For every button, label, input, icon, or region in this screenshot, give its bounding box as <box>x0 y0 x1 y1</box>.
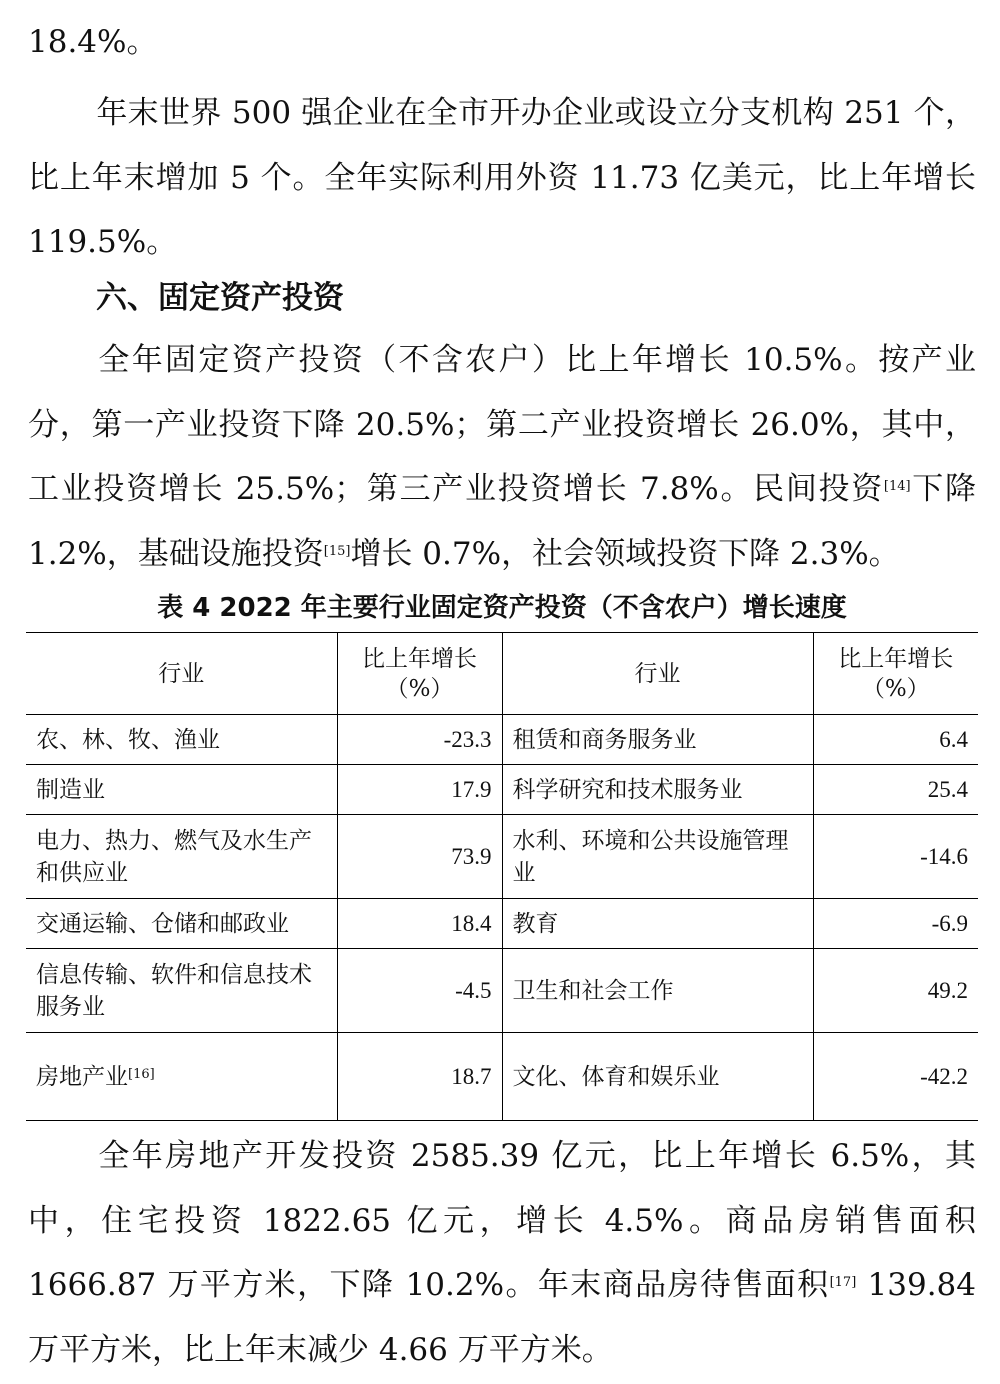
growth-cell: -42.2 <box>813 1033 978 1121</box>
growth-cell: 73.9 <box>337 815 502 899</box>
industry-cell: 制造业 <box>36 776 105 803</box>
growth-cell: 49.2 <box>813 949 978 1033</box>
table-row <box>26 715 978 765</box>
footnote-ref[interactable]: [16] <box>128 1066 155 1082</box>
industry-cell: 交通运输、仓储和邮政业 <box>36 910 289 937</box>
growth-cell: -14.6 <box>813 815 978 899</box>
footnote-ref[interactable]: [14] <box>883 479 911 494</box>
paragraph-text: 139.84 万平方米，比上年末减少 4.66 万平方米。 <box>28 1267 976 1368</box>
column-header-industry: 行业 <box>26 633 337 715</box>
growth-cell: 6.4 <box>813 715 978 765</box>
industry-cell: 卫生和社会工作 <box>502 949 813 1033</box>
paragraph-text: 下降 1.2%，基础设施投资 <box>28 471 976 572</box>
column-header-industry: 行业 <box>502 633 813 715</box>
column-header-growth <box>813 633 978 715</box>
section-heading: 六、固定资产投资 <box>96 280 344 316</box>
paragraph-text: 全年固定资产投资（不含农户）比上年增长 10.5%。按产业分，第一产业投资下降 20.5%；第二产业投资增长 26.0%，其中，工业投资增长 25.5%；第三产业投资增长 7.8%。民间投资 <box>28 342 976 507</box>
growth-cell: 25.4 <box>813 765 978 815</box>
industry-cell: 信息传输、软件和信息技术服务业 <box>36 961 312 1020</box>
industry-cell: 教育 <box>502 899 813 949</box>
growth-cell: -23.3 <box>337 715 502 765</box>
table-row <box>26 765 978 815</box>
industry-cell: 科学研究和技术服务业 <box>502 765 813 815</box>
industry-cell: 电力、热力、燃气及水生产和供应业 <box>36 827 312 886</box>
paragraph-foreign-investment <box>28 81 976 275</box>
industry-cell: 水利、环境和公共设施管理业 <box>502 815 813 899</box>
paragraph-text: 年末世界 500 强企业在全市开办企业或设立分支机构 251 个，比上年末增加 5 个。全年实际利用外资 11.73 亿美元，比上年增长 119.5%。 <box>28 95 976 260</box>
growth-cell: 18.7 <box>337 1033 502 1121</box>
footnote-ref[interactable]: [15] <box>323 543 351 559</box>
industry-cell: 租赁和商务服务业 <box>502 715 813 765</box>
table-row <box>26 899 978 949</box>
industry-cell: 文化、体育和娱乐业 <box>502 1033 813 1121</box>
paragraph-continuation: 18.4%。 <box>28 24 158 60</box>
table-title: 表 4 2022 年主要行业固定资产投资（不含农户）增长速度 <box>157 593 847 623</box>
investment-growth-table <box>26 632 978 1121</box>
paragraph-text: 全年房地产开发投资 2585.39 亿元，比上年增长 6.5%，其中，住宅投资 1822.65 亿元，增长 4.5%。商品房销售面积 1666.87 万平方米，下降 10.2%。年末商品房待售面积 <box>28 1138 976 1303</box>
column-header-growth <box>337 633 502 715</box>
paragraph-text: 增长 0.7%，社会领域投资下降 2.3%。 <box>350 535 900 572</box>
table-row <box>26 1033 978 1121</box>
header-unit: （%） <box>385 675 454 702</box>
header-unit: （%） <box>861 675 930 702</box>
table-row <box>26 949 978 1033</box>
footnote-ref[interactable]: [17] <box>829 1275 857 1290</box>
header-text: 比上年增长 <box>362 645 477 672</box>
table-header-row <box>26 633 978 715</box>
industry-cell: 农、林、牧、渔业 <box>36 726 220 753</box>
paragraph-real-estate <box>28 1124 976 1382</box>
growth-cell: 18.4 <box>337 899 502 949</box>
growth-cell: -4.5 <box>337 949 502 1033</box>
industry-label: 房地产业 <box>36 1063 128 1090</box>
industry-cell <box>26 1033 337 1121</box>
growth-cell: -6.9 <box>813 899 978 949</box>
header-text: 比上年增长 <box>838 645 954 672</box>
paragraph-fixed-asset-investment <box>28 328 976 586</box>
table-row <box>26 815 978 899</box>
growth-cell: 17.9 <box>337 765 502 815</box>
